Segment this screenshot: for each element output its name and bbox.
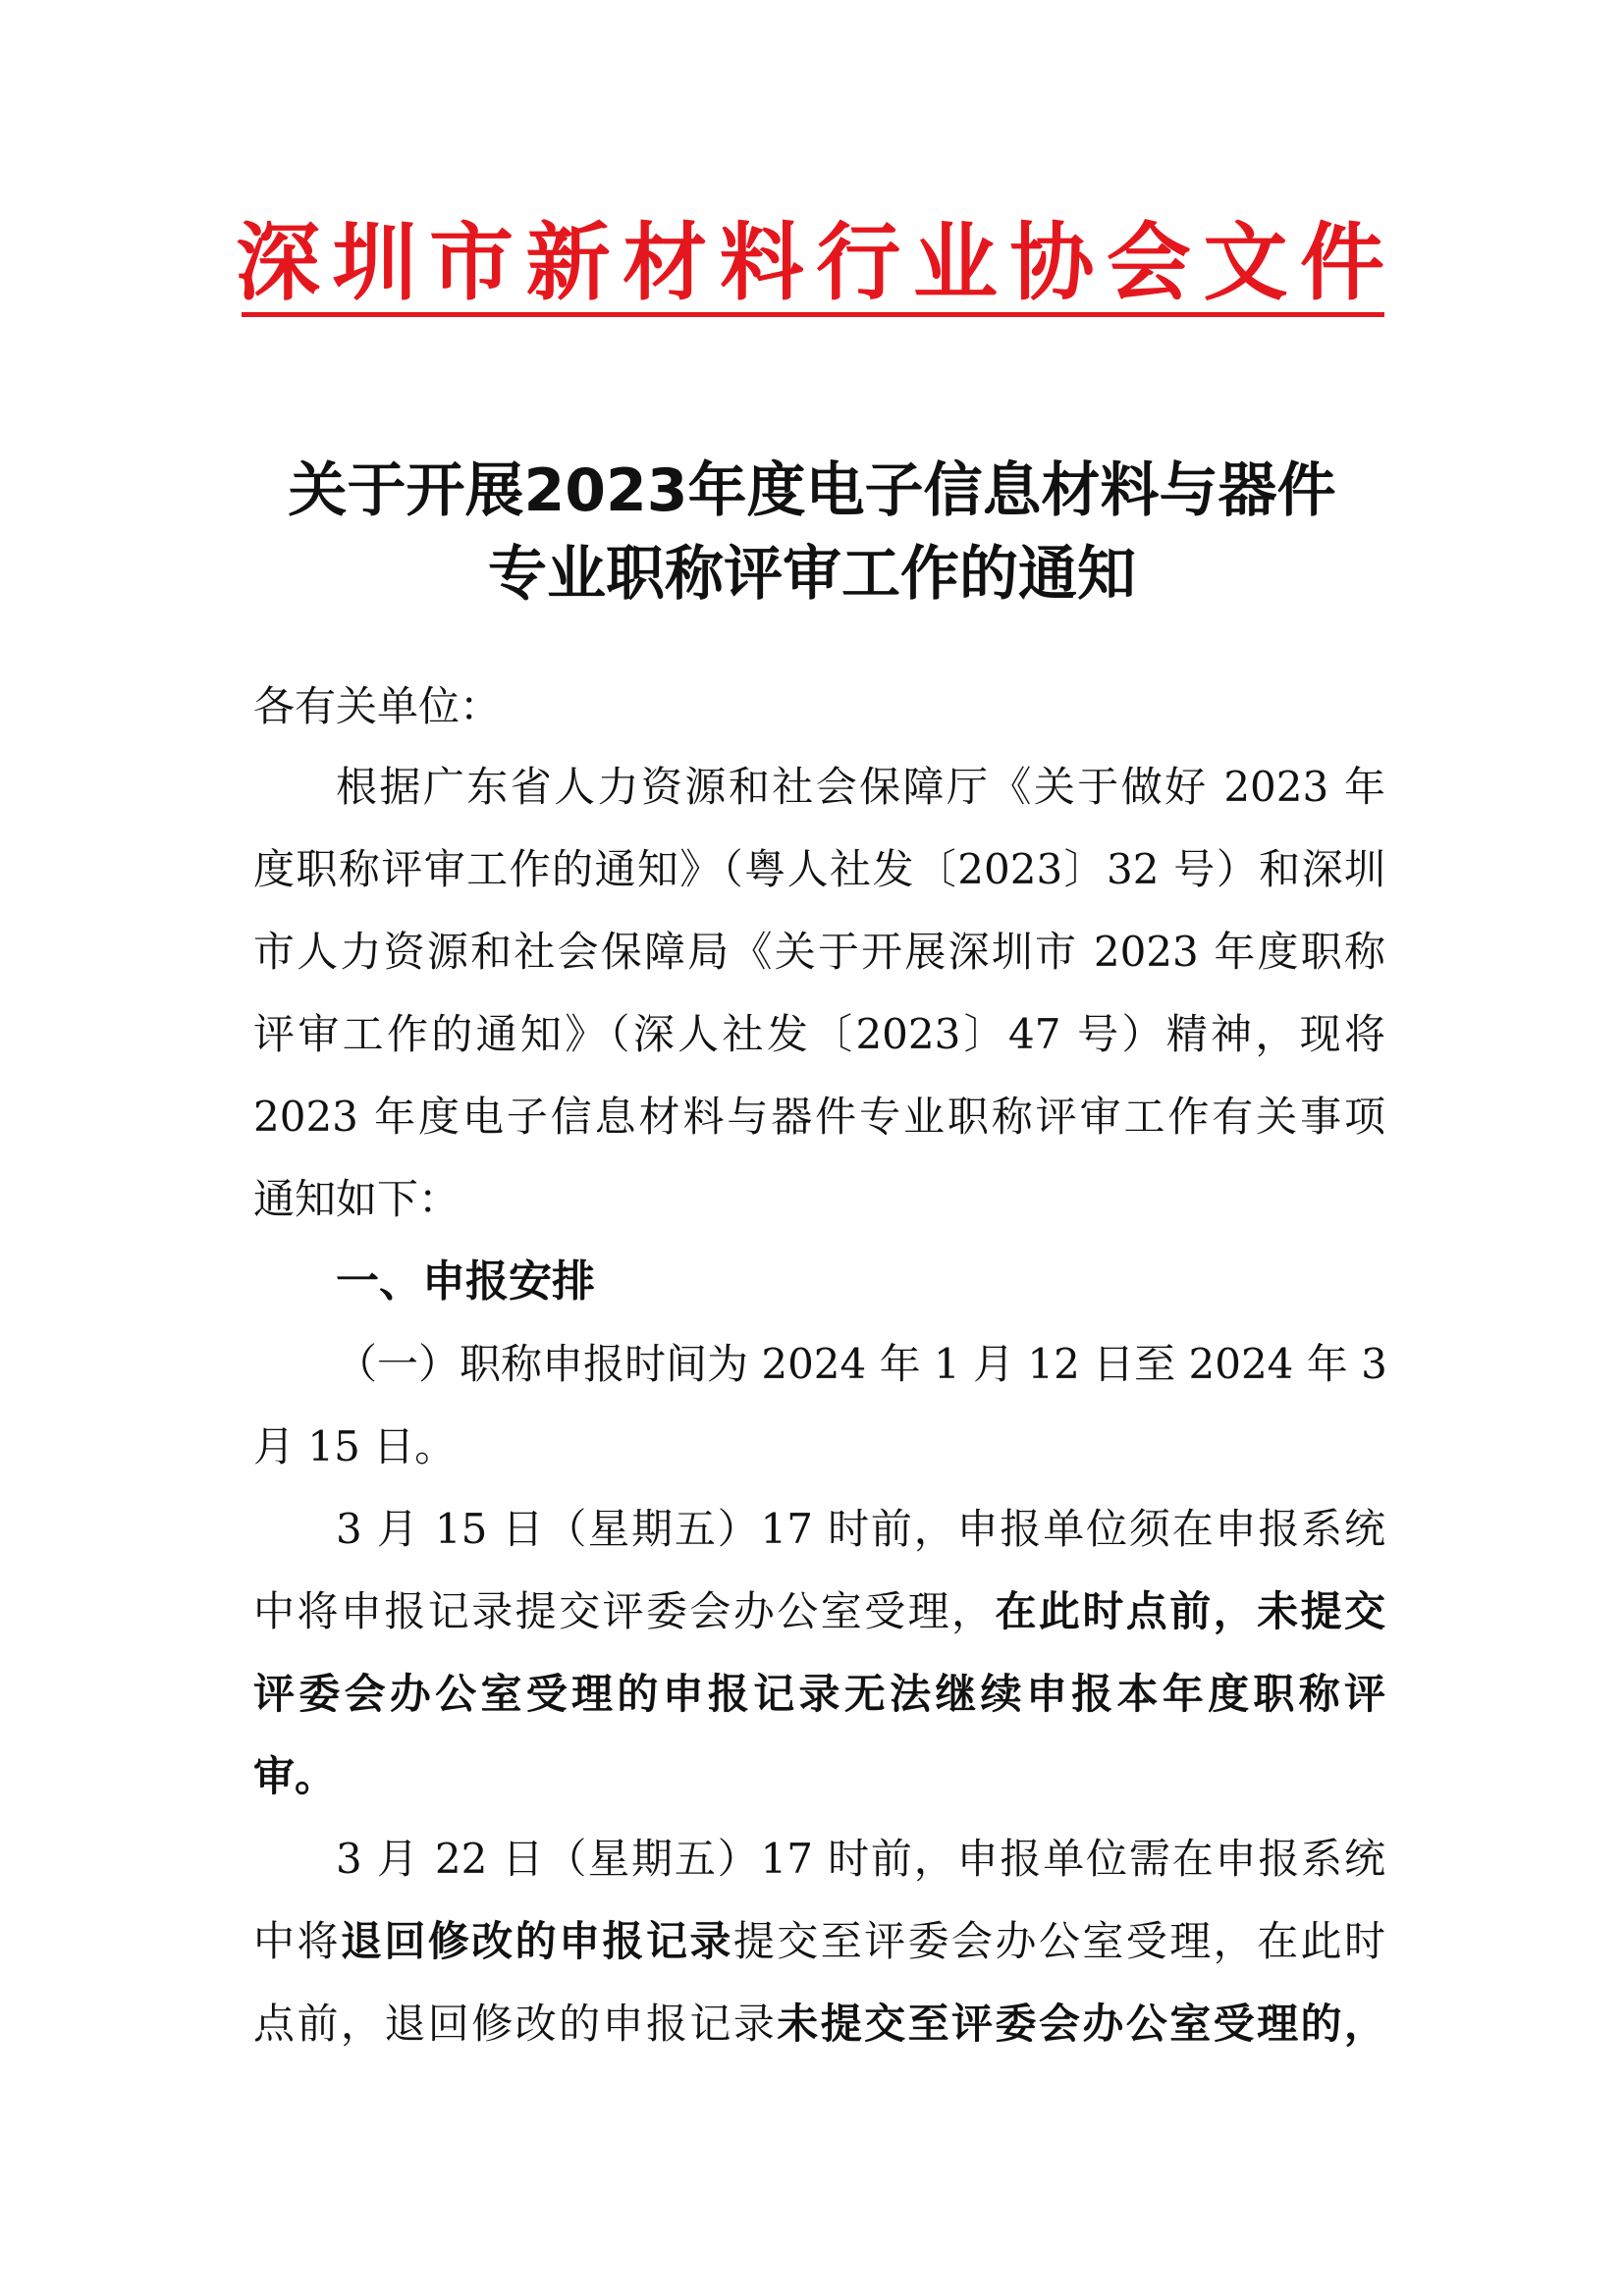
intro-line-2: 度职称评审工作的通知》（粤人社发〔2023〕32 号）和深圳 (253, 845, 1385, 893)
document-title-line-1: 关于开展2023年度电子信息材料与器件 (288, 456, 1336, 525)
document-title-line-2: 专业职称评审工作的通知 (488, 540, 1136, 609)
section-heading: 一、申报安排 (336, 1256, 595, 1307)
intro-line-3: 市人力资源和社会保障局《关于开展深圳市 2023 年度职称 (253, 928, 1385, 976)
para3-line-1: 3 月 22 日（星期五）17 时前，申报单位需在申报系统 (336, 1835, 1385, 1883)
intro-line-1: 根据广东省人力资源和社会保障厅《关于做好 2023 年 (336, 763, 1385, 811)
para3-line-2 (253, 1912, 1385, 1971)
item1-line-2: 月 15 日。 (253, 1422, 457, 1470)
intro-line-5: 2023 年度电子信息材料与器件专业职称评审工作有关事项 (253, 1093, 1385, 1141)
para3-line-2-bold: 退回修改的申报记录 (340, 1917, 733, 1965)
para2-line-2-normal: 中将申报记录提交评委会办公室受理， (253, 1587, 996, 1635)
para2-line-3: 评委会办公室受理的申报记录无法继续申报本年度职称评 (253, 1670, 1385, 1718)
para3-line-3-a: 点前，退回修改的申报记录 (253, 2000, 778, 2048)
masthead-red-rule (242, 312, 1384, 317)
para3-line-3 (253, 1995, 1385, 2054)
para2-line-1: 3 月 15 日（星期五）17 时前，申报单位须在申报系统 (336, 1505, 1385, 1553)
para3-line-2-b: 提交至评委会办公室受理，在此时 (732, 1917, 1385, 1965)
salutation: 各有关单位： (253, 682, 502, 730)
masthead-title: 深圳市新材料行业协会文件 (236, 214, 1386, 312)
para2-line-4: 审。 (253, 1752, 337, 1800)
para3-line-3-bold: 未提交至评委会办公室受理的， (777, 2000, 1385, 2048)
item1-line-1: （一）职称申报时间为 2024 年 1 月 12 日至 2024 年 3 (336, 1340, 1387, 1388)
intro-line-6: 通知如下： (253, 1175, 460, 1223)
para2-line-2-bold: 在此时点前，未提交 (995, 1587, 1385, 1635)
intro-line-4: 评审工作的通知》（深人社发〔2023〕47 号）精神，现将 (253, 1010, 1385, 1058)
para3-line-2-a: 中将 (253, 1917, 341, 1965)
para2-line-2 (253, 1582, 1385, 1641)
